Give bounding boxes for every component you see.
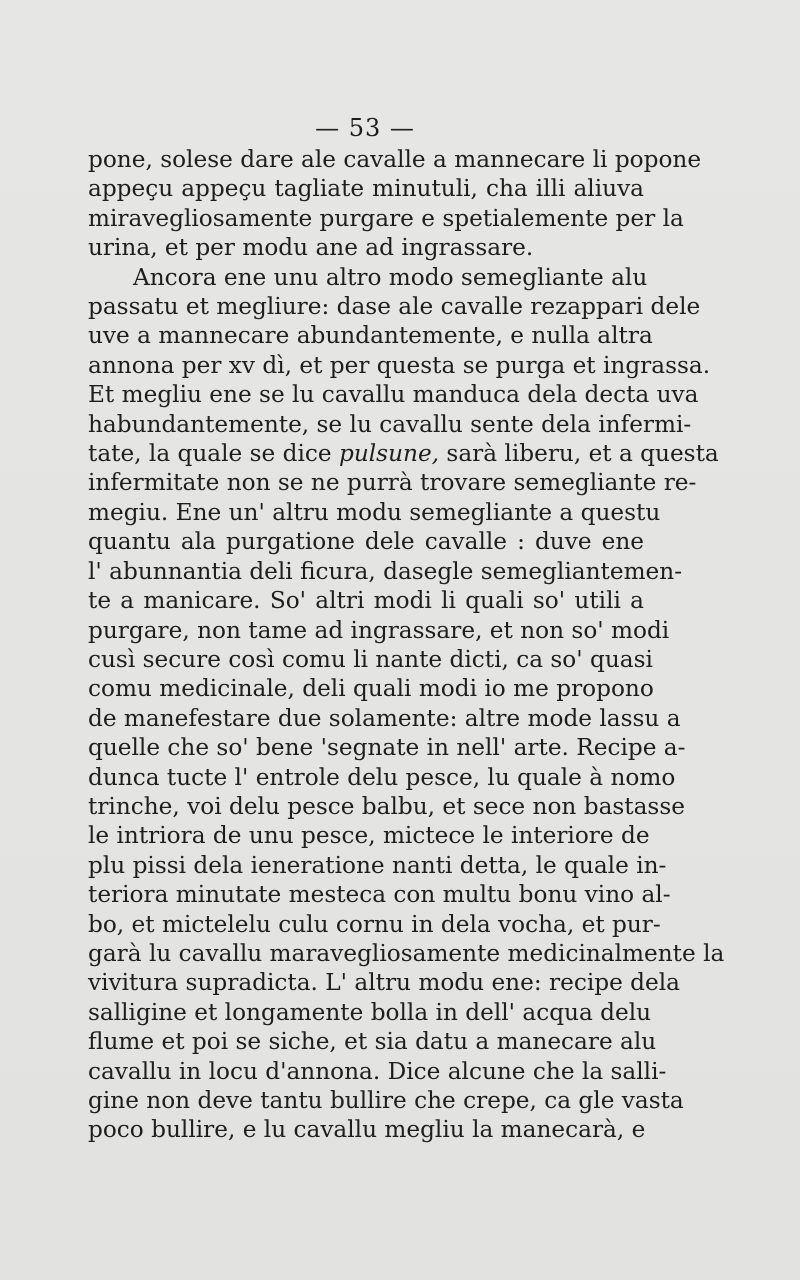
text-line: trinche, voi delu pesce balbu, et sece non bastasse [88,792,685,820]
text-line: Et megliu ene se lu cavallu manduca dela decta uva [88,381,699,409]
text-line: te a manicare. So' altri modi li quali so' utili a [88,587,644,615]
text-line: flume et poi se siche, et sia datu a manecare alu [88,1028,657,1056]
text-line: comu medicinale, deli quali modi io me propono [88,675,654,703]
text-line: Ancora ene unu altro modo semegliante alu [133,263,648,291]
text-line: salligine et longamente bolla in dell' acqua delu [88,998,652,1026]
body-text [88,145,725,1145]
text-line: gine non deve tantu bullire che crepe, ca gle vasta [88,1087,684,1114]
text-line: purgare, non tame ad ingrassare, et non so' modi [88,616,670,644]
text-segment: tate, la quale se dice [88,440,339,468]
text-line: vivitura supradicta. L' altru modu ene: recipe dela [88,969,680,997]
page-number: — 53 — [315,114,415,142]
text-line: poco bullire, e lu cavallu megliu la manecarà, e [88,1116,646,1144]
text-line: urina, et per modu ane ad ingrassare. [88,234,534,262]
text-line: megiu. Ene un' altru modu semegliante a questu [88,498,661,526]
text-line: annona per xv dì, et per questa se purga et ingrassa. [88,351,711,379]
text-line: appeçu appeçu tagliate minutuli, cha illi aliuva [88,175,644,203]
text-line: teriora minutate mesteca con multu bonu vino al- [88,881,671,909]
text-line: quelle che so' bene 'segnate in nell' arte. Recipe a- [88,734,686,762]
text-line: infermitate non se ne purrà trovare semegliante re- [88,469,697,497]
text-line: plu pissi dela ieneratione nanti detta, le quale in- [88,851,667,879]
text-line: miravegliosamente purgare e spetialemente per la [88,204,684,232]
text-line: le intriora de unu pesce, mictece le interiore de [88,822,650,850]
text-line [88,439,719,468]
text-line: dunca tucte l' entrole delu pesce, lu quale à nomo [88,763,676,791]
text-line: de manefestare due solamente: altre mode lassu a [88,704,681,732]
text-segment: sarà liberu, et a questa [439,440,719,468]
text-line: pone, solese dare ale cavalle a mannecare li popone [88,146,702,173]
text-line: passatu et megliure: dase ale cavalle rezappari dele [88,293,701,321]
text-line: l' abunnantia deli ficura, dasegle semegliantemen- [88,557,683,585]
italic-term: pulsune, [338,440,440,468]
text-line: garà lu cavallu maravegliosamente medicinalmente la [88,939,725,967]
text-line: quantu ala purgatione dele cavalle : duve ene [88,528,644,556]
text-line: cavallu in locu d'annona. Dice alcune che la salli- [88,1057,667,1085]
text-line: habundantemente, se lu cavallu sente dela infermi- [88,410,692,438]
text-line: bo, et mictelelu culu cornu in dela vocha, et pur- [88,910,661,938]
text-line: uve a mannecare abundantemente, e nulla altra [88,322,653,350]
text-line: cusì secure così comu li nante dicti, ca so' quasi [88,645,653,673]
